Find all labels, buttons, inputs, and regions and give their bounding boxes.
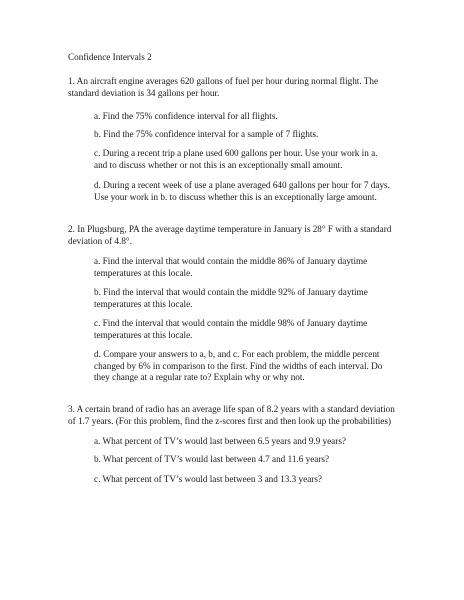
question-1d-line: Use your work in b. to discuss whether this is an exceptionally large amount. [94,191,377,202]
question-1c [94,148,416,171]
question-2d-line: changed by 6% in comparison to the first. Find the widths of each interval. Do [94,360,383,371]
question-1c-line: c. During a recent trip a plane used 600 gallons per hour. Use your work in a. [94,148,378,158]
question-3c [94,474,416,486]
question-1-line: standard deviation is 34 gallons per hour. [68,87,220,98]
question-1c-line: and to discuss whether or not this is an exceptionally small amount. [94,159,343,170]
question-2d-line: d. Compare your answers to a, b, and c. For each problem, the middle percent [94,349,380,359]
question-2-line: 2. In Plugsburg, PA the average daytime temperature in January is 28° F with a standard [68,224,392,234]
question-2-line: deviation of 4.8°. [68,235,132,246]
worksheet-title: Confidence Intervals 2 [68,52,152,62]
question-1d [94,180,416,203]
question-2b-line: temperatures at this locale. [94,298,193,309]
question-2c [94,318,416,341]
question-1-line: 1. An aircraft engine averages 620 gallons of fuel per hour during normal flight. The [68,76,379,86]
question-3-line: of 1.7 years. (For this problem, find the z-scores first and then look up the probabilities) [68,415,392,426]
question-1b [94,129,416,141]
question-3c-line: c. What percent of TV’s would last between 3 and 13.3 years? [94,474,322,484]
question-2a [94,256,416,279]
question-2d-line: they change at a regular rate to? Explain why or why not. [94,372,305,383]
question-3a-line: a. What percent of TV’s would last between 6.5 years and 9.9 years? [94,436,346,446]
question-1d-line: d. During a recent week of use a plane averaged 640 gallons per hour for 7 days. [94,180,390,190]
question-3-line: 3. A certain brand of radio has an average life span of 8.2 years with a standard deviation [68,404,395,414]
question-2a-line: temperatures at this locale. [94,267,193,278]
question-3b-line: b. What percent of TV’s would last between 4.7 and 11.6 years? [94,454,330,464]
question-3 [68,404,408,427]
question-1b-line: b. Find the 75% confidence interval for a sample of 7 flights. [94,129,319,139]
question-2 [68,224,408,247]
question-2d [94,349,416,384]
question-3b [94,454,416,466]
question-2c-line: c. Find the interval that would contain the middle 98% of January daytime [94,318,368,328]
question-1a-line: a. Find the 75% confidence interval for all flights. [94,111,278,121]
question-3a [94,436,416,448]
question-1 [68,76,408,99]
question-2c-line: temperatures at this locale. [94,329,193,340]
question-1a [94,111,416,123]
question-2a-line: a. Find the interval that would contain the middle 86% of January daytime [94,256,368,266]
question-2b-line: b. Find the interval that would contain the middle 92% of January daytime [94,287,368,297]
question-2b [94,287,416,310]
